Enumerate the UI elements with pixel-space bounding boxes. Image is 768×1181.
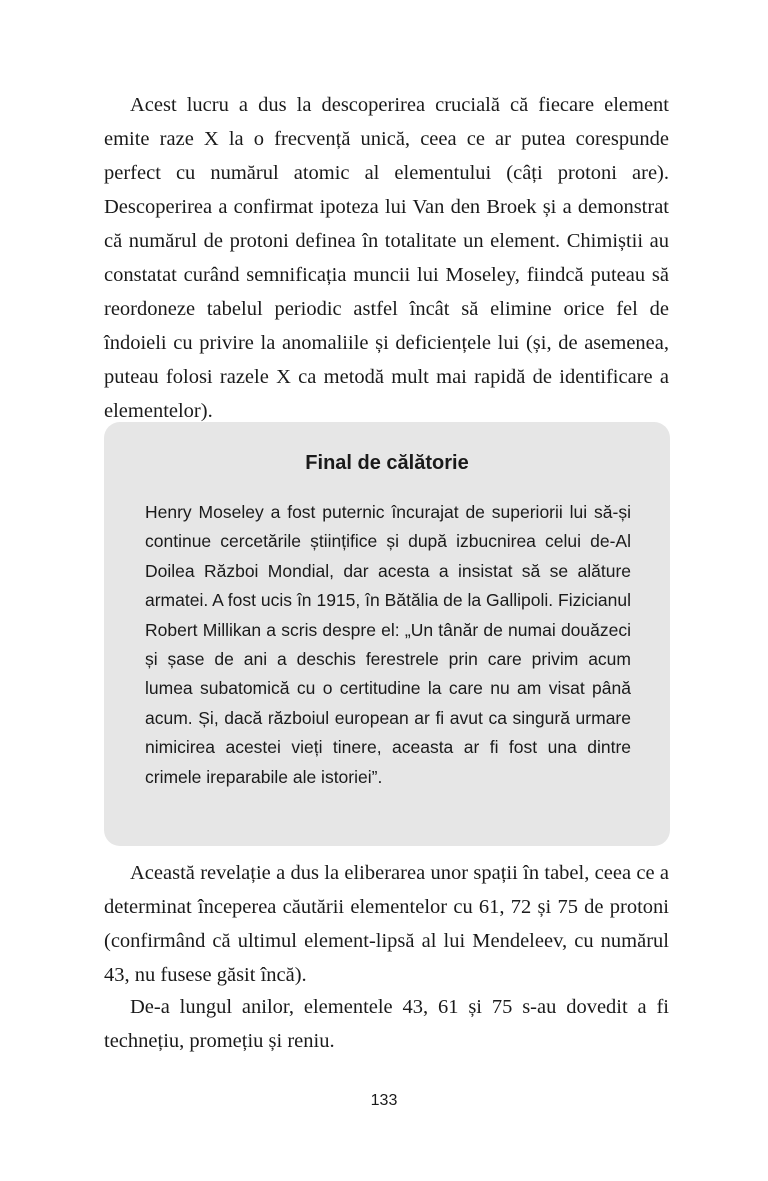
sidebar-title: Final de călătorie [305,452,469,474]
sidebar-box [104,422,670,846]
page-number: 133 [370,1092,398,1109]
sidebar-body-text: Henry Moseley a fost puternic încurajat de superiorii lui să-și continue cercetările științifice și după izbucnirea celui de-Al Doilea Război Mondial, dar acesta a insistat să se alăture armatei. A fost ucis în 1915, în Bătălia de la Gallipoli. Fizicianul Robert Millikan a scris despre el: „Un tânăr de numai douăzeci și șase de ani a deschis ferestrele prin care privim acum lumea subatomică cu o certitudine la care nu am visat până acum. Și, dacă războiul european ar fi avut ca singură urmare nimicirea acestei vieți tinere, aceasta ar fi fost una dintre crimele ireparabile ale istoriei”. [145,502,631,787]
body-paragraph-2: Această revelație a dus la eliberarea unor spații în tabel, ceea ce a determinat începerea căutării elementelor cu 61, 72 și 75 de protoni (confirmând că ultimul element-lipsă al lui Mendeleev, cu numărul 43, nu fusese găsit încă). [104,862,669,986]
body-paragraph-3: De-a lungul anilor, elementele 43, 61 și 75 s-au dovedit a fi technețiu, promețiu și reniu. [104,996,669,1052]
body-paragraph-1: Acest lucru a dus la descoperirea crucială că fiecare element emite raze X la o frecvență unică, ceea ce ar putea corespunde perfect cu numărul atomic al elementului (câți protoni are). Descoperirea a confirmat ipoteza lui Van den Broek și a demonstrat că numărul de protoni definea în totalitate un element. Chimiștii au constatat curând semnificația muncii lui Moseley, fiindcă puteau să reordoneze tabelul periodic astfel încât să elimine orice fel de îndoieli cu privire la anomaliile și deficiențele lui (și, de asemenea, puteau folosi razele X ca metodă mult mai rapidă de identificare a elementelor). [104,94,669,422]
